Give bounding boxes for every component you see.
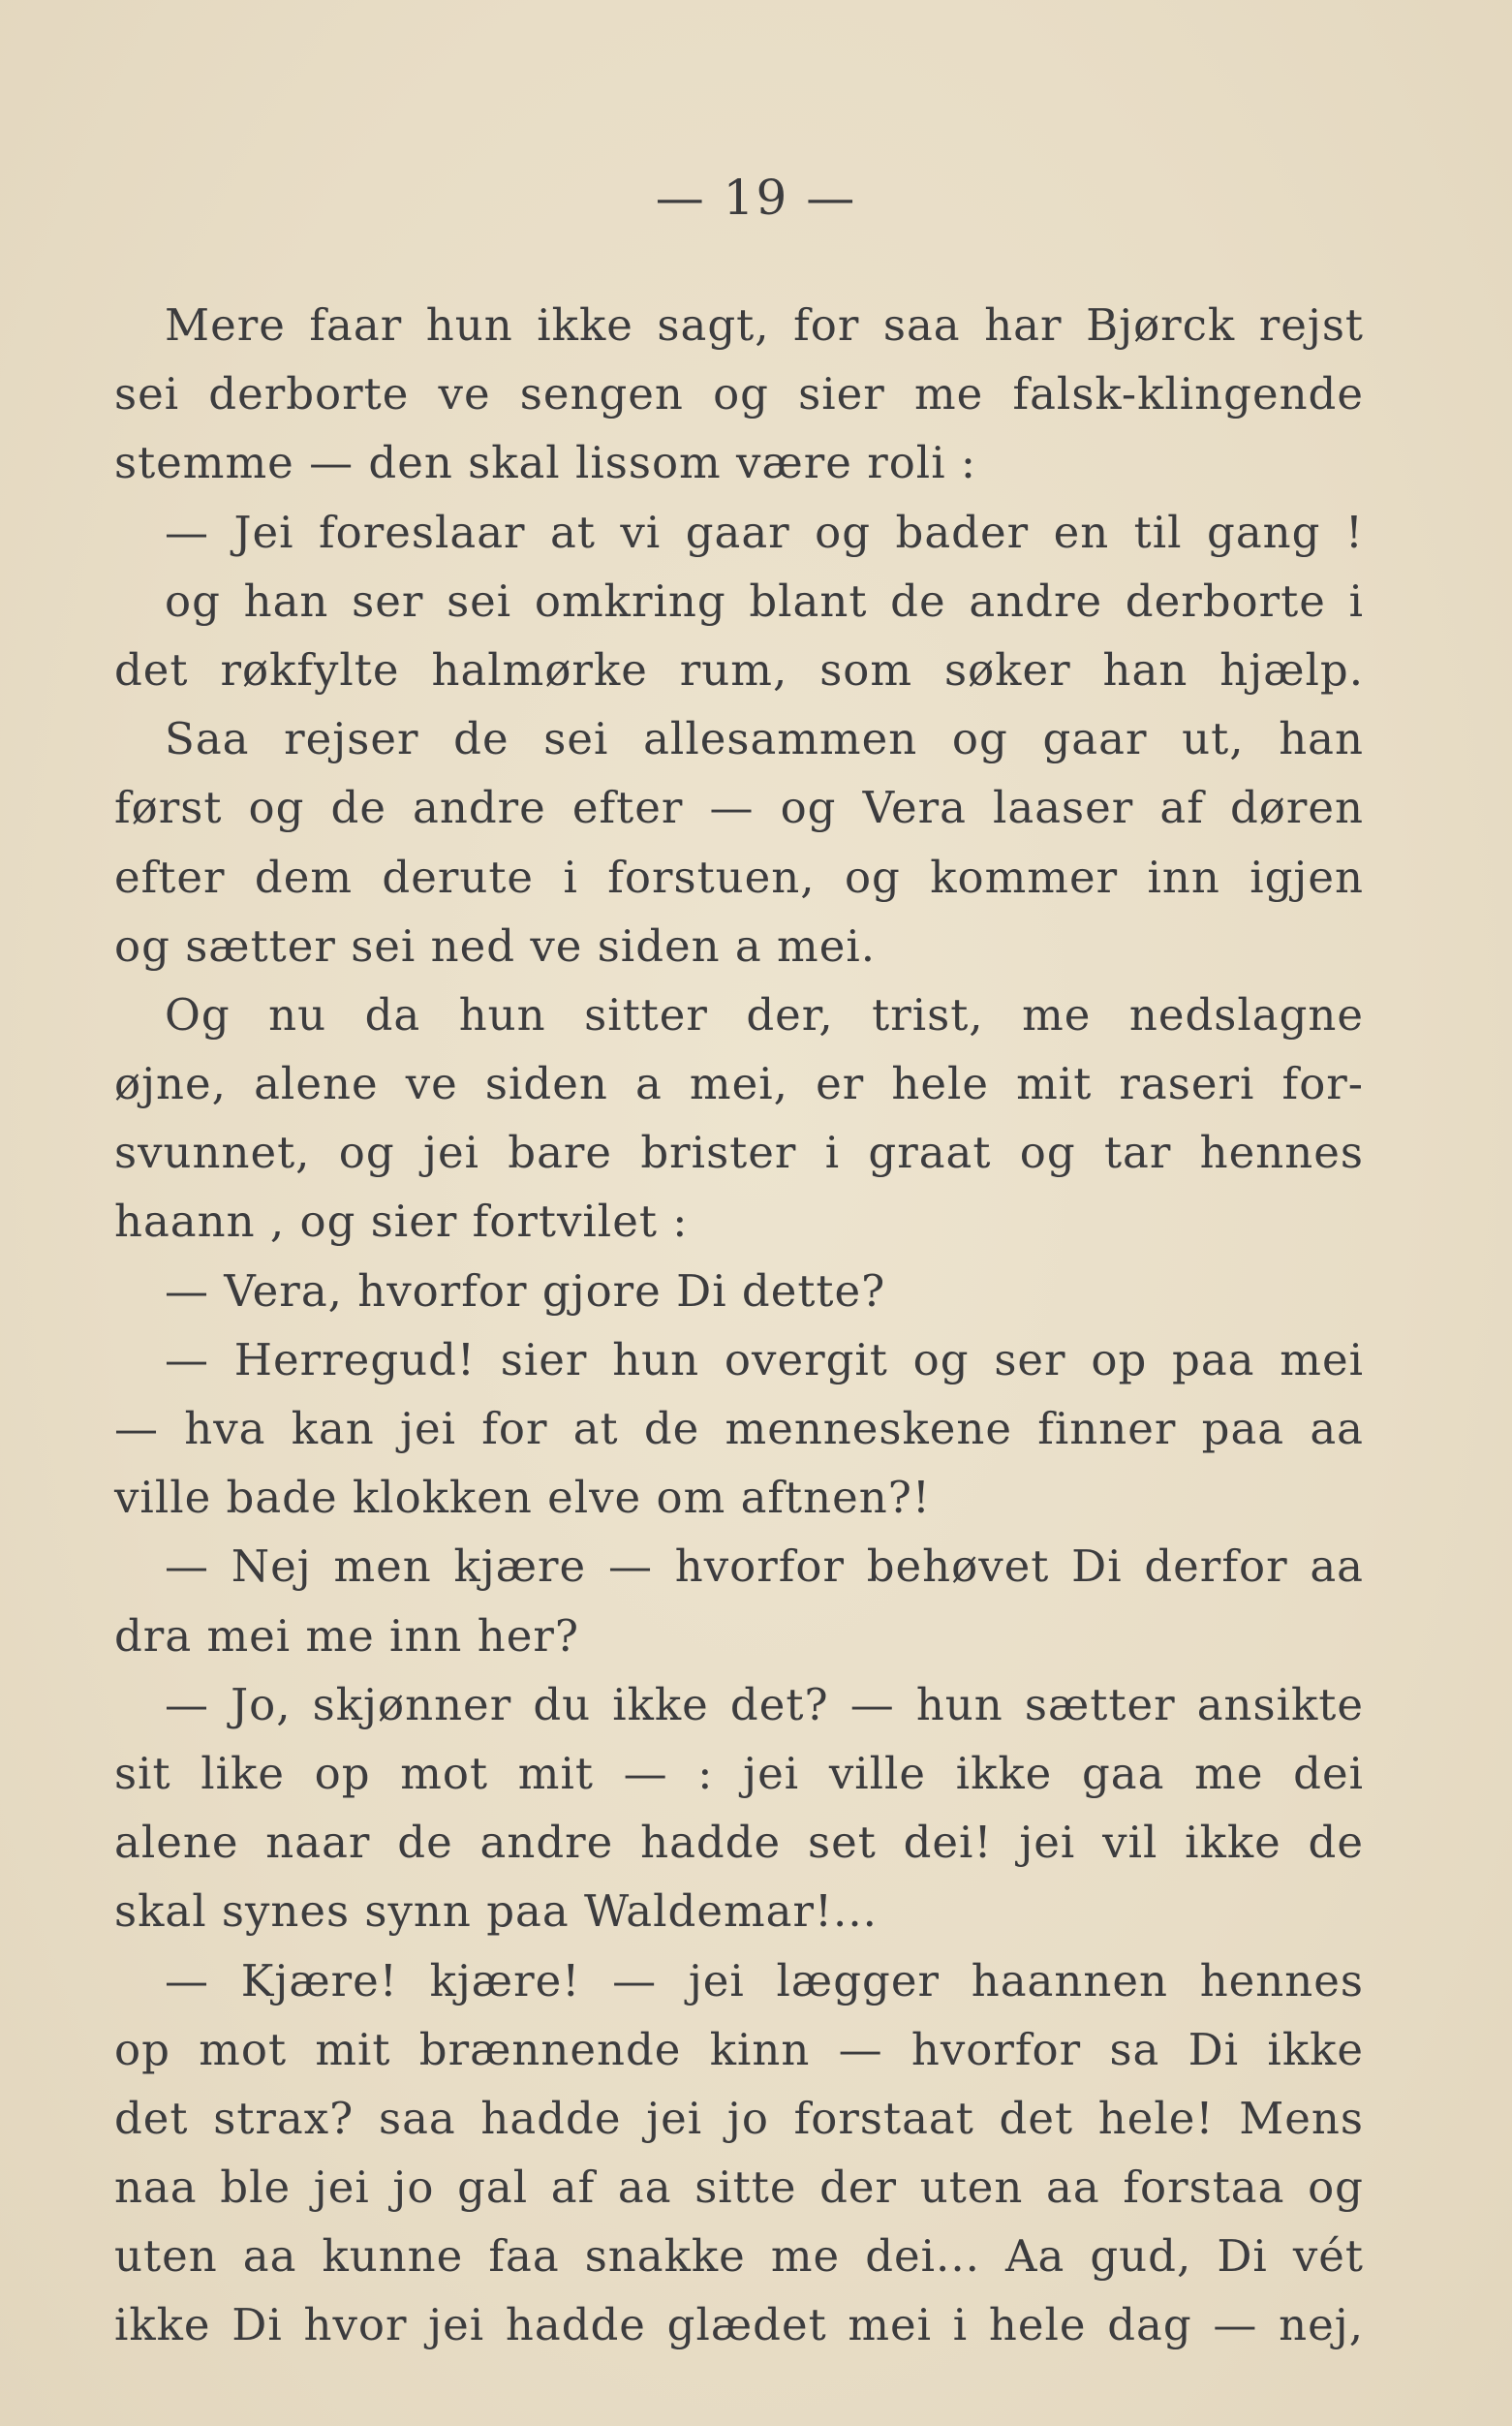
text-line: uten aa kunne faa snakke me dei... Aa gud, Di vét — [114, 2230, 1364, 2283]
text-line: Og nu da hun sitter der, trist, me nedslagne — [165, 988, 1364, 1041]
text-line: haann , og sier fortvilet : — [114, 1196, 689, 1248]
text-line: — Vera, hvorfor gjore Di dette? — [165, 1264, 886, 1317]
body-text — [114, 291, 1364, 2360]
text-line: — Jo, skjønner du ikke det? — hun sætter ansikte — [165, 1678, 1364, 1730]
text-line: det røkfylte halmørke rum, som søker han hjælp. — [114, 643, 1364, 696]
text-line: Saa rejser de sei allesammen og gaar ut, han — [165, 713, 1364, 765]
text-line: sei derborte ve sengen og sier me falsk-klingende — [114, 368, 1364, 420]
text-line: op mot mit brænnende kinn — hvorfor sa Di ikke — [114, 2023, 1364, 2075]
text-line: Mere faar hun ikke sagt, for saa har Bjørck rejst — [165, 299, 1364, 351]
text-line: det strax? saa hadde jei jo forstaat det hele! Mens — [114, 2092, 1364, 2144]
text-line: ville bade klokken elve om aftnen?! — [114, 1472, 931, 1524]
text-line: først og de andre efter — og Vera laaser af døren — [114, 782, 1364, 834]
text-line: naa ble jei jo gal af aa sitte der uten aa forstaa og — [114, 2162, 1364, 2214]
text-line: — Jei foreslaar at vi gaar og bader en til gang ! — [165, 506, 1364, 558]
text-line: svunnet, og jei bare brister i graat og tar hennes — [114, 1127, 1364, 1179]
text-line: — Kjære! kjære! — jei lægger haannen hennes — [165, 1954, 1364, 2006]
page-number: — 19 — — [655, 170, 857, 226]
text-line: øjne, alene ve siden a mei, er hele mit raseri for- — [114, 1058, 1364, 1110]
text-line: sit like op mot mit — : jei ville ikke gaa me dei — [114, 1747, 1364, 1799]
text-line: og han ser sei omkring blant de andre derborte i — [165, 575, 1364, 627]
text-line: efter dem derute i forstuen, og kommer inn igjen — [114, 851, 1364, 903]
text-line: alene naar de andre hadde set dei! jei vil ikke de — [114, 1817, 1364, 1869]
text-line: og sætter sei ned ve siden a mei. — [114, 919, 877, 972]
text-line: — Nej men kjære — hvorfor behøvet Di derfor aa — [165, 1540, 1364, 1593]
text-line: stemme — den skal lissom være roli : — [114, 437, 977, 489]
text-line: ikke Di hvor jei hadde glædet mei i hele dag — nej, — [114, 2299, 1364, 2351]
text-line: — hva kan jei for at de menneskene finner paa aa — [114, 1403, 1364, 1454]
text-line: — Herregud! sier hun overgit og ser op paa mei — [165, 1333, 1364, 1385]
text-line: skal synes synn paa Waldemar!... — [114, 1885, 878, 1938]
text-line: dra mei me inn her? — [114, 1609, 579, 1662]
